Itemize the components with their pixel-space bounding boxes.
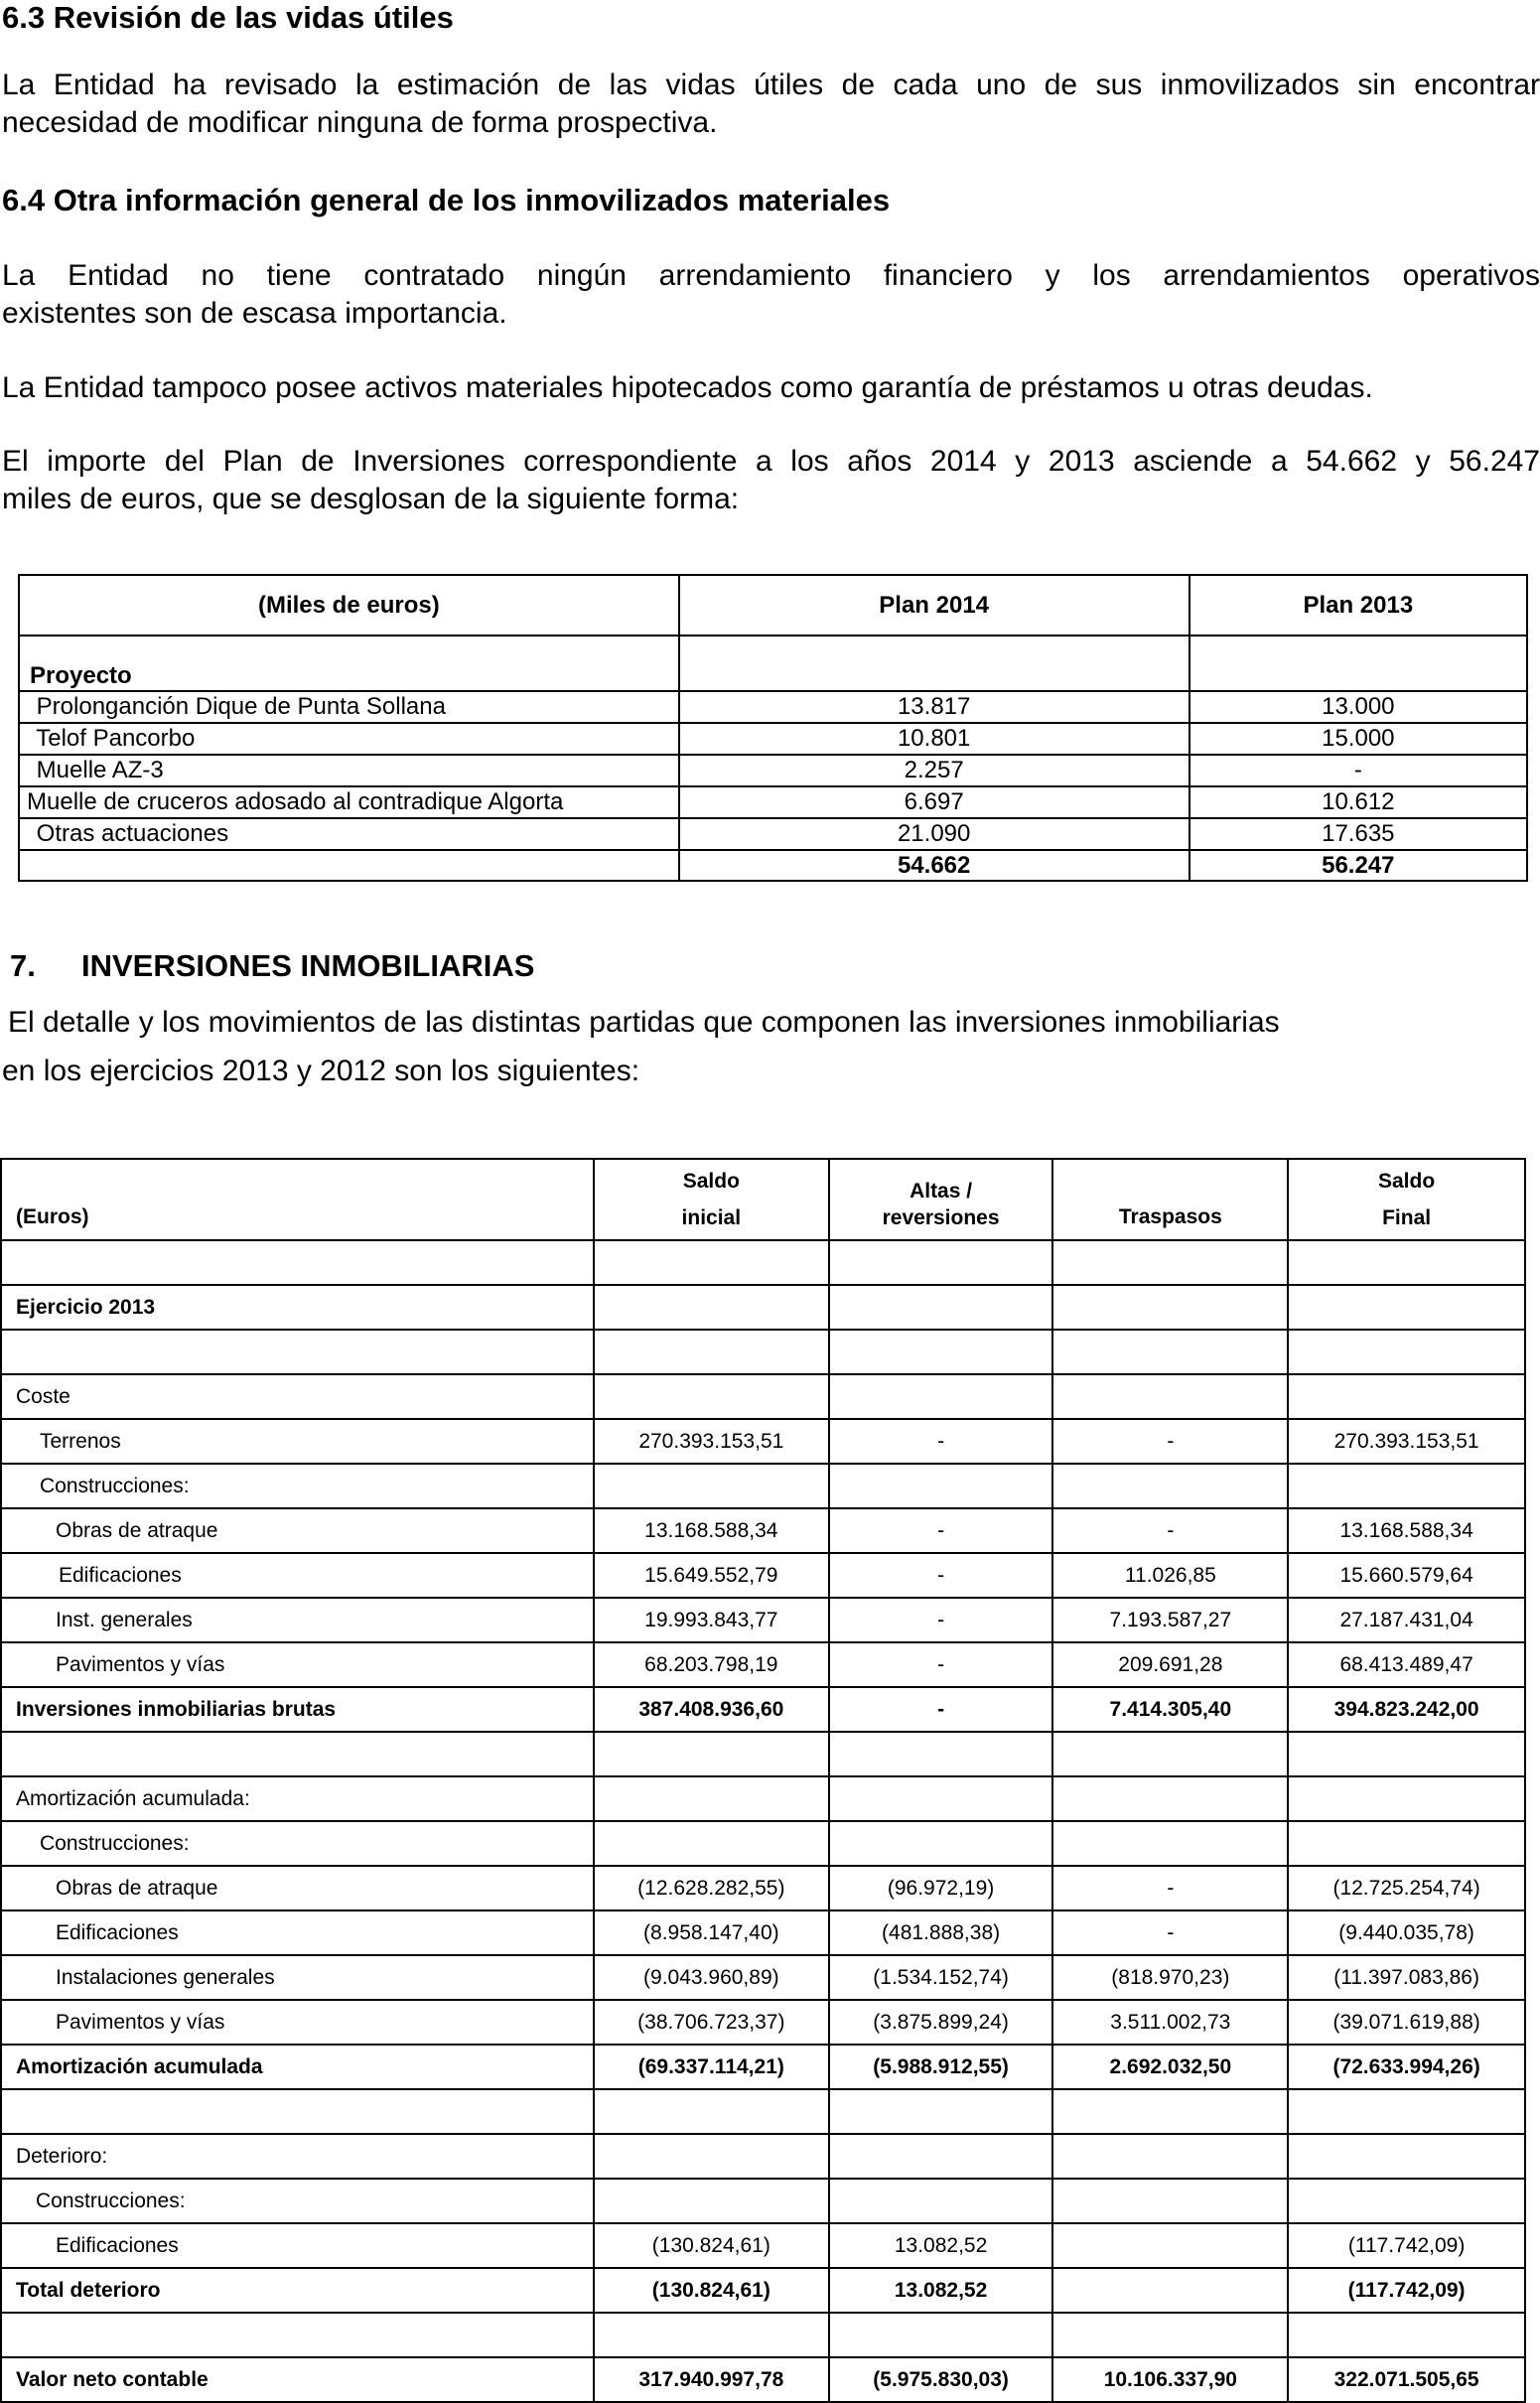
altas-cell: (5.975.830,03) <box>829 2357 1053 2402</box>
altas-cell: - <box>829 1642 1053 1687</box>
total-row <box>1 2357 1525 2402</box>
row-label: Construcciones: <box>1 1821 594 1866</box>
row-label: Pavimentos y vías <box>1 1642 594 1687</box>
traspasos-cell: 2.692.032,50 <box>1052 2045 1288 2089</box>
altas-cell: (5.988.912,55) <box>829 2045 1053 2089</box>
row-label: Obras de atraque <box>1 1508 594 1553</box>
traspasos-cell: (818.970,23) <box>1052 1955 1288 2000</box>
saldo-final-cell: (72.633.994,26) <box>1288 2045 1525 2089</box>
traspasos-cell <box>1052 2268 1288 2313</box>
table-header-row <box>1 1159 1525 1240</box>
altas-cell: 13.082,52 <box>829 2223 1053 2268</box>
header-cell: (Miles de euros) <box>19 575 679 636</box>
row-label: Construcciones: <box>1 1464 594 1508</box>
empty-row <box>1 1330 1525 1374</box>
table-row <box>1 1642 1525 1687</box>
saldo-inicial-cell: (69.337.114,21) <box>594 2045 829 2089</box>
header-cell: Plan 2013 <box>1190 575 1527 636</box>
traspasos-cell: 7.414.305,40 <box>1052 1687 1288 1732</box>
value-2014: 21.090 <box>679 818 1190 850</box>
altas-cell: (3.875.899,24) <box>829 2000 1053 2045</box>
saldo-inicial-cell: 317.940.997,78 <box>594 2357 829 2402</box>
subtotal-row <box>1 2045 1525 2089</box>
value-2014: 10.801 <box>679 723 1190 755</box>
saldo-final-cell: 13.168.588,34 <box>1288 1508 1525 1553</box>
saldo-inicial-cell: 68.203.798,19 <box>594 1642 829 1687</box>
row-label: Total deterioro <box>1 2268 594 2313</box>
section-7-paragraph-line1: El detalle y los movimientos de las distintas partidas que componen las inversiones inmobiliarias <box>8 1006 1280 1039</box>
altas-cell: (1.534.152,74) <box>829 1955 1053 2000</box>
value-2013: 15.000 <box>1190 723 1527 755</box>
saldo-inicial-cell: (8.958.147,40) <box>594 1910 829 1955</box>
section-6-4-title: 6.4 Otra información general de los inmovilizados materiales <box>2 183 891 217</box>
coste-label: Coste <box>1 1374 594 1419</box>
traspasos-cell: - <box>1052 1508 1288 1553</box>
header-altas-line1: Altas / <box>910 1180 973 1202</box>
saldo-final-cell: (117.742,09) <box>1288 2268 1525 2313</box>
project-name: Telof Pancorbo <box>19 723 679 755</box>
header-saldo-final-line2: Final <box>1382 1206 1432 1229</box>
value-2013: 13.000 <box>1190 691 1527 723</box>
value-2013: - <box>1190 755 1527 786</box>
table-row <box>1 1553 1525 1598</box>
row-label: Inst. generales <box>1 1598 594 1642</box>
altas-cell: - <box>829 1508 1053 1553</box>
table-row <box>1 2179 1525 2223</box>
saldo-inicial-cell: (9.043.960,89) <box>594 1955 829 2000</box>
traspasos-cell: 7.193.587,27 <box>1052 1598 1288 1642</box>
saldo-final-cell: 27.187.431,04 <box>1288 1598 1525 1642</box>
row-label: Amortización acumulada <box>1 2045 594 2089</box>
investment-plan-table <box>18 574 1528 882</box>
amortizacion-label: Amortización acumulada: <box>1 1776 594 1821</box>
header-saldo-inicial-line1: Saldo <box>682 1170 740 1193</box>
saldo-inicial-cell: 270.393.153,51 <box>594 1419 829 1464</box>
altas-cell: - <box>829 1687 1053 1732</box>
row-label: Inversiones inmobiliarias brutas <box>1 1687 594 1732</box>
value-2013: 17.635 <box>1190 818 1527 850</box>
row-label: Construcciones: <box>1 2179 594 2223</box>
saldo-final-cell: 270.393.153,51 <box>1288 1419 1525 1464</box>
value-2014: 6.697 <box>679 786 1190 818</box>
saldo-final-cell: 394.823.242,00 <box>1288 1687 1525 1732</box>
saldo-final-cell: (11.397.083,86) <box>1288 1955 1525 2000</box>
traspasos-cell: - <box>1052 1419 1288 1464</box>
row-label: Edificaciones <box>1 1910 594 1955</box>
altas-cell: 13.082,52 <box>829 2268 1053 2313</box>
section-6-4-paragraph1-line1: La Entidad no tiene contratado ningún arrendamiento financiero y los arrendamientos operativos <box>2 259 1540 292</box>
row-label: Edificaciones <box>1 1553 594 1598</box>
header-altas-line2: reversiones <box>882 1206 1000 1229</box>
table-row <box>1 1419 1525 1464</box>
total-2014: 54.662 <box>679 850 1190 881</box>
table-row <box>1 1910 1525 1955</box>
empty-row <box>1 2089 1525 2134</box>
saldo-inicial-cell: 387.408.936,60 <box>594 1687 829 1732</box>
saldo-inicial-cell: (12.628.282,55) <box>594 1866 829 1910</box>
table-row <box>1 1776 1525 1821</box>
section-7-number: 7. <box>10 948 36 983</box>
project-name: Prolonganción Dique de Punta Sollana <box>19 691 679 723</box>
saldo-inicial-cell: (38.706.723,37) <box>594 2000 829 2045</box>
traspasos-cell: 10.106.337,90 <box>1052 2357 1288 2402</box>
real-estate-investments-table <box>0 1158 1526 2403</box>
table-row <box>19 691 1527 723</box>
section-6-3-paragraph-line1: La Entidad ha revisado la estimación de las vidas útiles de cada uno de sus inmovilizados sin encontrar <box>2 69 1540 101</box>
saldo-inicial-cell: (130.824,61) <box>594 2223 829 2268</box>
table-header-row <box>19 575 1527 636</box>
table-row <box>1 2223 1525 2268</box>
deterioro-label: Deterioro: <box>1 2134 594 2179</box>
row-label: Terrenos <box>1 1419 594 1464</box>
table-row <box>1 1821 1525 1866</box>
row-label: Obras de atraque <box>1 1866 594 1910</box>
empty-row <box>1 1240 1525 1285</box>
saldo-inicial-cell: (130.824,61) <box>594 2268 829 2313</box>
table-row <box>1 1374 1525 1419</box>
empty-row <box>1 1732 1525 1776</box>
section-6-4-paragraph3-line1: El importe del Plan de Inversiones correspondiente a los años 2014 y 2013 asciende a 54.662 y 56.247 <box>2 445 1540 478</box>
table-row <box>1 1508 1525 1553</box>
row-label: Pavimentos y vías <box>1 2000 594 2045</box>
altas-cell: (96.972,19) <box>829 1866 1053 1910</box>
empty-row <box>1 2313 1525 2357</box>
value-2014: 2.257 <box>679 755 1190 786</box>
total-2013: 56.247 <box>1190 850 1527 881</box>
section-6-4-paragraph3-line2: miles de euros, que se desglosan de la siguiente forma: <box>2 483 740 515</box>
table-row <box>19 723 1527 755</box>
header-saldo-final <box>1288 1159 1525 1240</box>
header-saldo-inicial <box>594 1159 829 1240</box>
saldo-final-cell: 68.413.489,47 <box>1288 1642 1525 1687</box>
header-saldo-final-line1: Saldo <box>1378 1170 1436 1193</box>
altas-cell: (481.888,38) <box>829 1910 1053 1955</box>
header-traspasos: Traspasos <box>1052 1159 1288 1240</box>
section-6-4-paragraph1-line2: existentes son de escasa importancia. <box>2 297 507 330</box>
value-2014: 13.817 <box>679 691 1190 723</box>
section-7-paragraph-line2: en los ejercicios 2013 y 2012 son los siguientes: <box>2 1055 640 1087</box>
saldo-inicial-cell: 19.993.843,77 <box>594 1598 829 1642</box>
header-euros: (Euros) <box>1 1159 594 1240</box>
traspasos-cell: 11.026,85 <box>1052 1553 1288 1598</box>
section-6-3-title: 6.3 Revisión de las vidas útiles <box>2 0 454 35</box>
table-row <box>1 1285 1525 1330</box>
traspasos-cell: - <box>1052 1866 1288 1910</box>
saldo-final-cell: 322.071.505,65 <box>1288 2357 1525 2402</box>
section-6-4-paragraph2: La Entidad tampoco posee activos materiales hipotecados como garantía de préstamos u otras deudas. <box>2 371 1373 404</box>
subtotal-row <box>1 1687 1525 1732</box>
saldo-final-cell: (12.725.254,74) <box>1288 1866 1525 1910</box>
section-7-title: INVERSIONES INMOBILIARIAS <box>81 948 535 983</box>
table-row <box>1 1464 1525 1508</box>
ejercicio-label: Ejercicio 2013 <box>1 1285 594 1330</box>
project-name: Muelle de cruceros adosado al contradique Algorta <box>19 786 679 818</box>
row-label: Valor neto contable <box>1 2357 594 2402</box>
section-6-3-paragraph-line2: necesidad de modificar ninguna de forma prospectiva. <box>2 106 718 139</box>
altas-cell: - <box>829 1419 1053 1464</box>
table-row <box>1 1955 1525 2000</box>
table-row <box>1 2134 1525 2179</box>
project-name: Muelle AZ-3 <box>19 755 679 786</box>
altas-cell: - <box>829 1553 1053 1598</box>
total-row <box>19 850 1527 881</box>
table-row <box>1 1598 1525 1642</box>
row-label: Instalaciones generales <box>1 1955 594 2000</box>
saldo-final-cell: (9.440.035,78) <box>1288 1910 1525 1955</box>
table-row <box>19 786 1527 818</box>
saldo-final-cell: 15.660.579,64 <box>1288 1553 1525 1598</box>
section-label: Proyecto <box>19 636 679 691</box>
table-row <box>19 818 1527 850</box>
saldo-inicial-cell: 13.168.588,34 <box>594 1508 829 1553</box>
header-altas <box>829 1159 1053 1240</box>
header-saldo-inicial-line2: inicial <box>681 1206 742 1229</box>
saldo-final-cell: (117.742,09) <box>1288 2223 1525 2268</box>
traspasos-cell: 209.691,28 <box>1052 1642 1288 1687</box>
table-row <box>19 755 1527 786</box>
header-cell: Plan 2014 <box>679 575 1190 636</box>
subtotal-row <box>1 2268 1525 2313</box>
altas-cell: - <box>829 1598 1053 1642</box>
table-row <box>1 2000 1525 2045</box>
saldo-final-cell: (39.071.619,88) <box>1288 2000 1525 2045</box>
traspasos-cell <box>1052 2223 1288 2268</box>
project-name: Otras actuaciones <box>19 818 679 850</box>
table-row <box>19 636 1527 691</box>
table-row <box>1 1866 1525 1910</box>
saldo-inicial-cell: 15.649.552,79 <box>594 1553 829 1598</box>
value-2013: 10.612 <box>1190 786 1527 818</box>
traspasos-cell: - <box>1052 1910 1288 1955</box>
traspasos-cell: 3.511.002,73 <box>1052 2000 1288 2045</box>
row-label: Edificaciones <box>1 2223 594 2268</box>
